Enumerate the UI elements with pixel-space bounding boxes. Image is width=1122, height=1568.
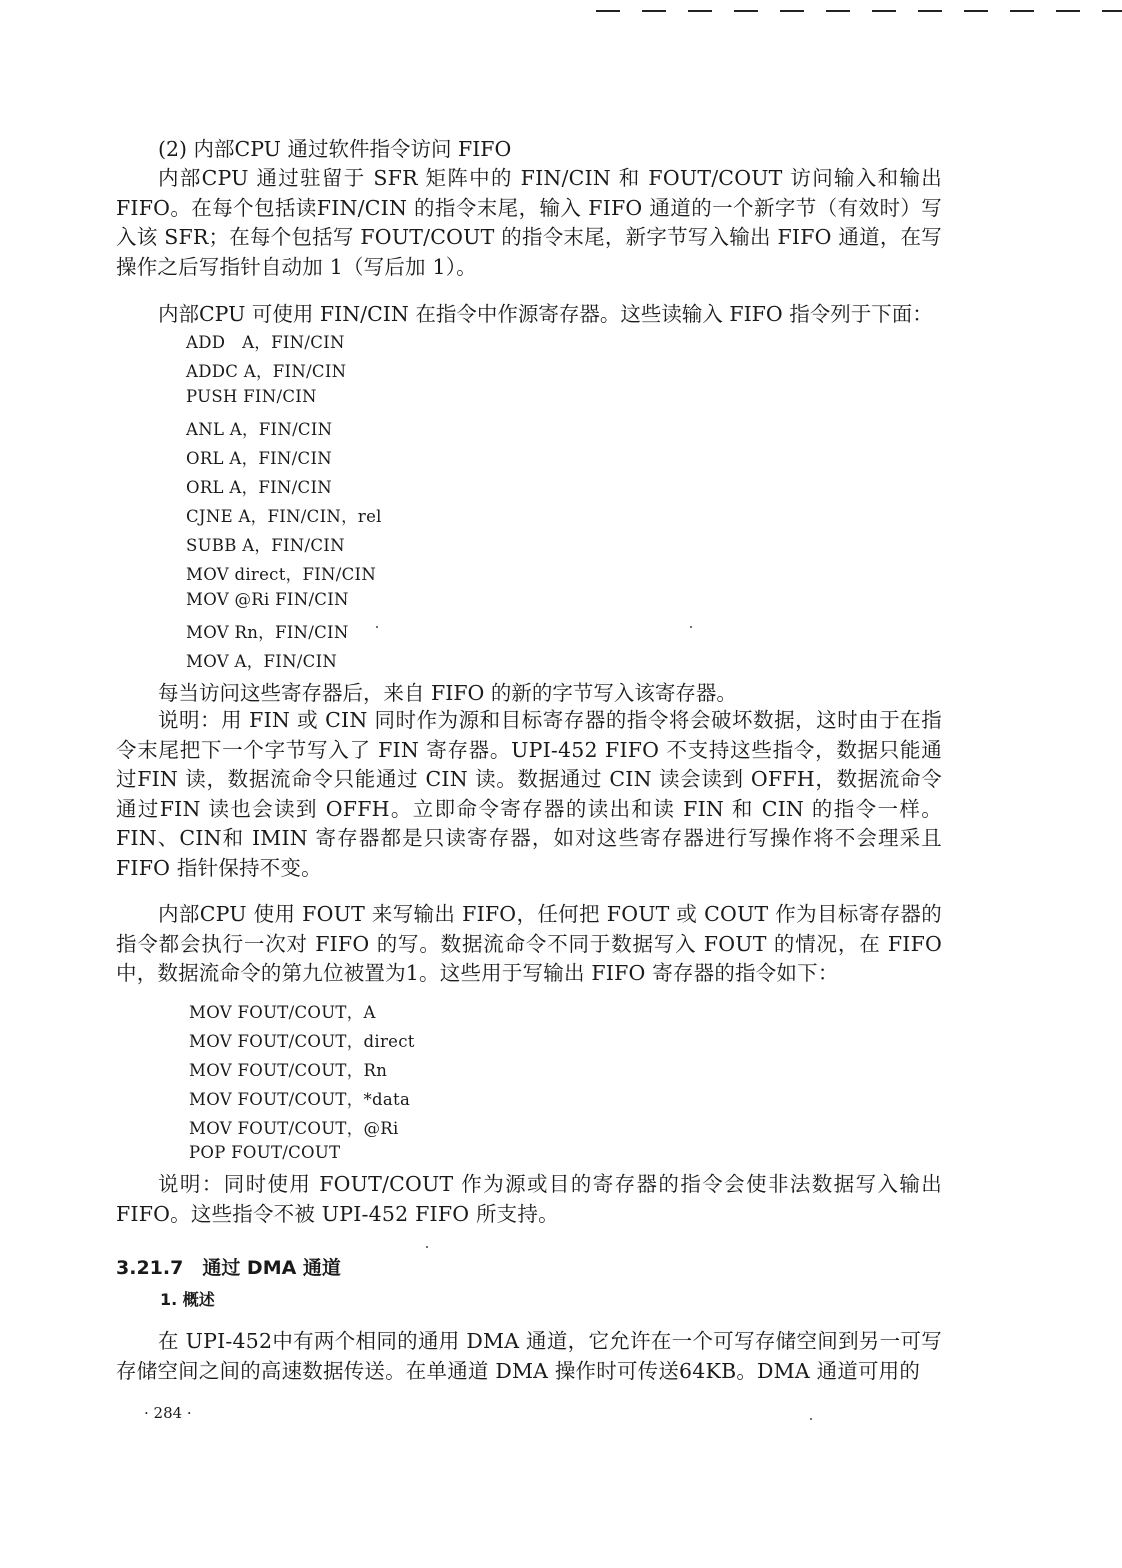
code-line: MOV @Ri FIN/CIN (186, 590, 349, 609)
top-dashed-rule (588, 4, 1122, 18)
paragraph-note-fout: 说明：同时使用 FOUT/COUT 作为源或目的寄存器的指令会使非法数据写入输出FIFO。这些指令不被 UPI-452 FIFO 所支持。 (116, 1172, 942, 1226)
scan-speck (376, 626, 378, 628)
scan-speck (810, 1418, 812, 1420)
section-heading: 3.21.7 通过 DMA 通道 (116, 1257, 341, 1279)
subsection-heading: 1. 概述 (160, 1290, 215, 1309)
code-line: ORL A，FIN/CIN (186, 449, 333, 468)
code-line: ADDC A，FIN/CIN (186, 362, 347, 381)
code-line: CJNE A，FIN/CIN，rel (186, 507, 382, 526)
code-line: MOV FOUT/COUT，@Ri (189, 1119, 399, 1138)
code-line: POP FOUT/COUT (189, 1143, 341, 1162)
page-number: · 284 · (144, 1404, 192, 1422)
code-line: MOV FOUT/COUT，A (189, 1003, 376, 1022)
paragraph-fifo-access: 内部CPU 通过驻留于 SFR 矩阵中的 FIN/CIN 和 FOUT/COUT 访问输入和输出FIFO。在每个包括读FIN/CIN 的指令末尾，输入 FIFO 通道的一个新字节（有效时）写入该 SFR；在每个包括写 FOUT/COUT 的指令末尾，新字节写入输出 FIFO 通道，在写操作之后写指针自动加 1（写后加 1）。 (116, 166, 942, 279)
paragraph-fout-write: 内部CPU 使用 FOUT 来写输出 FIFO，任何把 FOUT 或 COUT 作为目标寄存器的指令都会执行一次对 FIFO 的写。数据流命令不同于数据写入 FOUT 的情况，在 FIFO中，数据流命令的第九位被置为1。这些用于写输出 FIFO 寄存器的指令如下： (116, 902, 942, 985)
code-line: MOV FOUT/COUT，direct (189, 1032, 415, 1051)
code-line: ORL A，FIN/CIN (186, 478, 333, 497)
scan-speck (426, 1246, 428, 1248)
code-line: PUSH FIN/CIN (186, 387, 317, 406)
code-line: MOV direct，FIN/CIN (186, 565, 377, 584)
code-line: MOV FOUT/COUT，Rn (189, 1061, 388, 1080)
code-line: SUBB A，FIN/CIN (186, 536, 345, 555)
code-line: ANL A，FIN/CIN (186, 420, 333, 439)
paragraph-access-note: 每当访问这些寄存器后，来自 FIFO 的新的字节写入该寄存器。 (158, 681, 737, 705)
code-line: MOV A，FIN/CIN (186, 652, 338, 671)
scan-speck (690, 626, 692, 628)
paragraph-note-fin-cin: 说明：用 FIN 或 CIN 同时作为源和目标寄存器的指令将会破坏数据，这时由于在指令末尾把下一个字节写入了 FIN 寄存器。UPI-452 FIFO 不支持这些指令，数据只能通过FIN 读，数据流命令只能通过 CIN 读。数据通过 CIN 读会读到 OFFH，数据流命令通过FIN 读也会读到 OFFH。立即命令寄存器的读出和读 FIN 和 CIN 的指令一样。FIN、CIN和 IMIN 寄存器都是只读寄存器，如对这些寄存器进行写操作将不会理采且 FIFO 指针保持不变。 (116, 708, 942, 880)
section-title: (2) 内部CPU 通过软件指令访问 FIFO (158, 137, 512, 161)
code-line: MOV FOUT/COUT，*data (189, 1090, 411, 1109)
paragraph-read-intro: 内部CPU 可使用 FIN/CIN 在指令中作源寄存器。这些读输入 FIFO 指令列于下面： (158, 302, 933, 326)
code-line: ADD A，FIN/CIN (186, 333, 345, 352)
paragraph-dma-overview: 在 UPI-452中有两个相同的通用 DMA 通道，它允许在一个可写存储空间到另一可写存储空间之间的高速数据传送。在单通道 DMA 操作时可传送64KB。DMA 通道可用的 (116, 1329, 942, 1383)
code-line: MOV Rn，FIN/CIN (186, 623, 349, 642)
